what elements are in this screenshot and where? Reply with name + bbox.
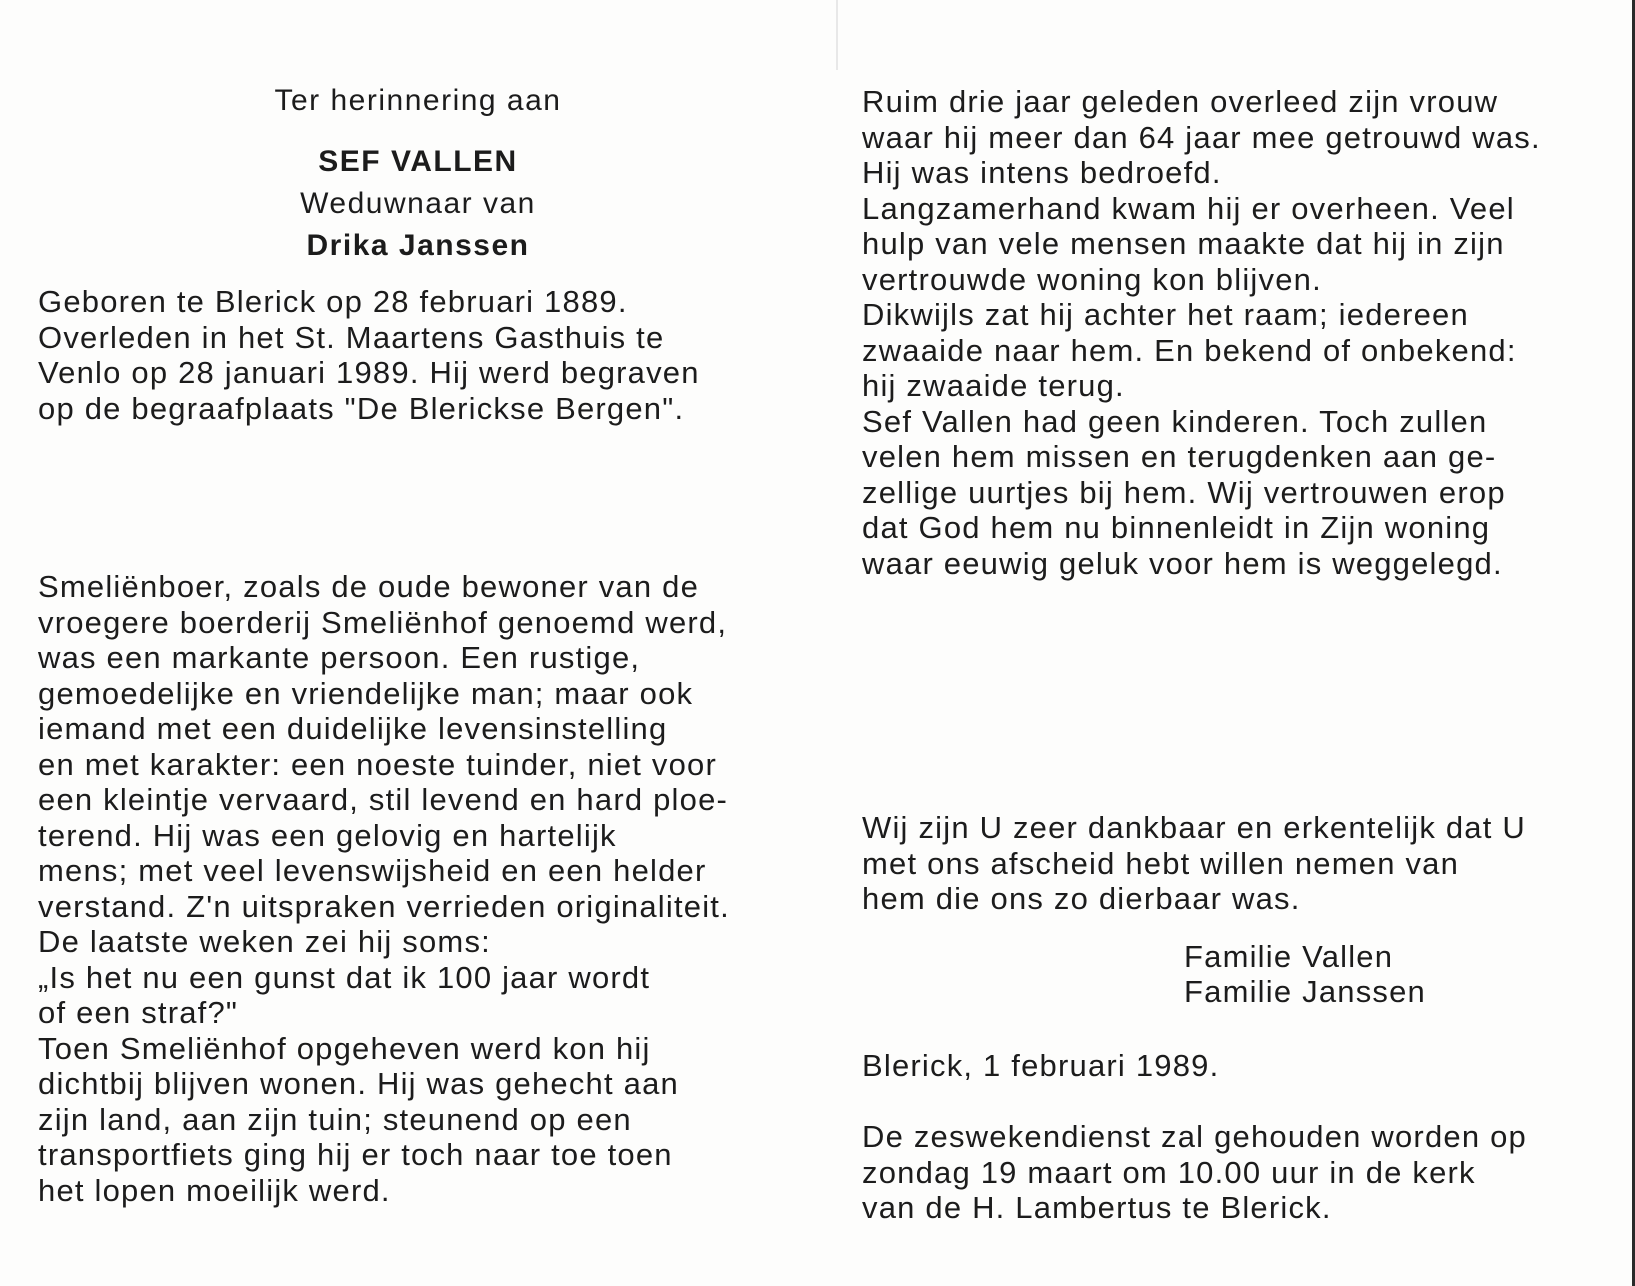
text-line: Hij was intens bedroefd. xyxy=(862,155,1222,190)
intro-text: Ter herinnering aan xyxy=(274,84,562,117)
text-line: dichtbij blijven wonen. Hij was gehecht aan xyxy=(38,1066,679,1101)
text-line: hem die ons zo dierbaar was. xyxy=(862,881,1301,916)
text-line: Dikwijls zat hij achter het raam; iedereen xyxy=(862,297,1469,332)
spouse-name: Drika Janssen xyxy=(306,229,530,262)
text-line: gemoedelijke en vriendelijke man; maar ook xyxy=(38,675,694,711)
text-line: hulp van vele mensen maakte dat hij in zijn xyxy=(862,226,1505,261)
text-line: op de begraafplaats "De Blerickse Bergen". xyxy=(38,390,685,426)
signature-line: Familie Vallen xyxy=(1184,938,1394,974)
text-line: velen hem missen en terugdenken aan ge- xyxy=(862,439,1497,474)
fold-mark xyxy=(836,0,838,70)
text-line: zijn land, aan zijn tuin; steunend op een xyxy=(38,1101,632,1137)
text-line: verstand. Z'n uitspraken verrieden originaliteit. xyxy=(38,888,730,924)
signature-line: Familie Janssen xyxy=(1184,974,1426,1009)
text-line: Ruim drie jaar geleden overleed zijn vrouw xyxy=(862,84,1499,119)
text-line: Toen Smeliënhof opgeheven werd kon hij xyxy=(38,1030,651,1066)
biography-paragraph xyxy=(38,569,798,1208)
signatures xyxy=(1184,939,1622,1010)
text-line: De zeswekendienst zal gehouden worden op xyxy=(862,1119,1527,1154)
text-line: Sef Vallen had geen kinderen. Toch zullen xyxy=(862,403,1488,439)
left-column xyxy=(38,80,798,1208)
relation-text: Weduwnaar van xyxy=(300,187,536,220)
text-line: terend. Hij was een gelovig en hartelijk xyxy=(38,817,617,853)
service-paragraph xyxy=(862,1119,1610,1226)
text-line: zellige uurtjes bij hem. Wij vertrouwen erop xyxy=(862,474,1506,510)
text-line: Wij zijn U zeer dankbaar en erkentelijk dat U xyxy=(862,810,1526,845)
text-line: Geboren te Blerick op 28 februari 1889. xyxy=(38,284,628,319)
reflection-paragraph xyxy=(862,84,1610,581)
text-line: waar eeuwig geluk voor hem is weggelegd. xyxy=(862,545,1503,581)
text-line: vroegere boerderij Smeliënhof genoemd werd, xyxy=(38,604,728,640)
text-line: het lopen moeilijk werd. xyxy=(38,1172,391,1208)
text-line: zondag 19 maart om 10.00 uur in de kerk xyxy=(862,1154,1476,1190)
text-line: van de H. Lambertus te Blerick. xyxy=(862,1190,1332,1225)
place-date-line: Blerick, 1 februari 1989. xyxy=(862,1047,1220,1083)
text-line: hij zwaaide terug. xyxy=(862,368,1125,403)
text-line: Overleden in het St. Maartens Gasthuis te xyxy=(38,319,665,355)
text-line: dat God hem nu binnenleidt in Zijn woning xyxy=(862,510,1491,545)
text-line: „Is het nu een gunst dat ik 100 jaar wordt xyxy=(38,959,651,995)
text-line: een kleintje vervaard, stil levend en hard ploe- xyxy=(38,782,729,817)
text-line: met ons afscheid hebt willen nemen van xyxy=(862,845,1460,881)
text-line: mens; met veel levenswijsheid en een helder xyxy=(38,853,707,888)
text-line: waar hij meer dan 64 jaar mee getrouwd was. xyxy=(862,119,1541,155)
deceased-name: SEF VALLEN xyxy=(318,145,518,178)
text-line: zwaaide naar hem. En bekend of onbekend: xyxy=(862,332,1517,368)
text-line: of een straf?" xyxy=(38,995,239,1030)
birth-death-paragraph xyxy=(38,284,778,426)
right-column xyxy=(862,84,1622,1226)
place-date xyxy=(862,1048,1622,1084)
text-line: Smeliënboer, zoals de oude bewoner van de xyxy=(38,569,700,604)
text-line: Venlo op 28 januari 1989. Hij werd begraven xyxy=(38,355,700,390)
text-line: vertrouwde woning kon blijven. xyxy=(862,261,1322,297)
text-line: was een markante persoon. Een rustige, xyxy=(38,640,641,675)
text-line: Langzamerhand kwam hij er overheen. Veel xyxy=(862,190,1515,226)
text-line: en met karakter: een noeste tuinder, niet voor xyxy=(38,746,718,782)
text-line: De laatste weken zei hij soms: xyxy=(38,924,491,959)
header xyxy=(38,83,798,264)
thanks-paragraph xyxy=(862,810,1610,917)
text-line: transportfiets ging hij er toch naar toe toen xyxy=(38,1137,673,1172)
text-line: iemand met een duidelijke levensinstelling xyxy=(38,711,668,746)
